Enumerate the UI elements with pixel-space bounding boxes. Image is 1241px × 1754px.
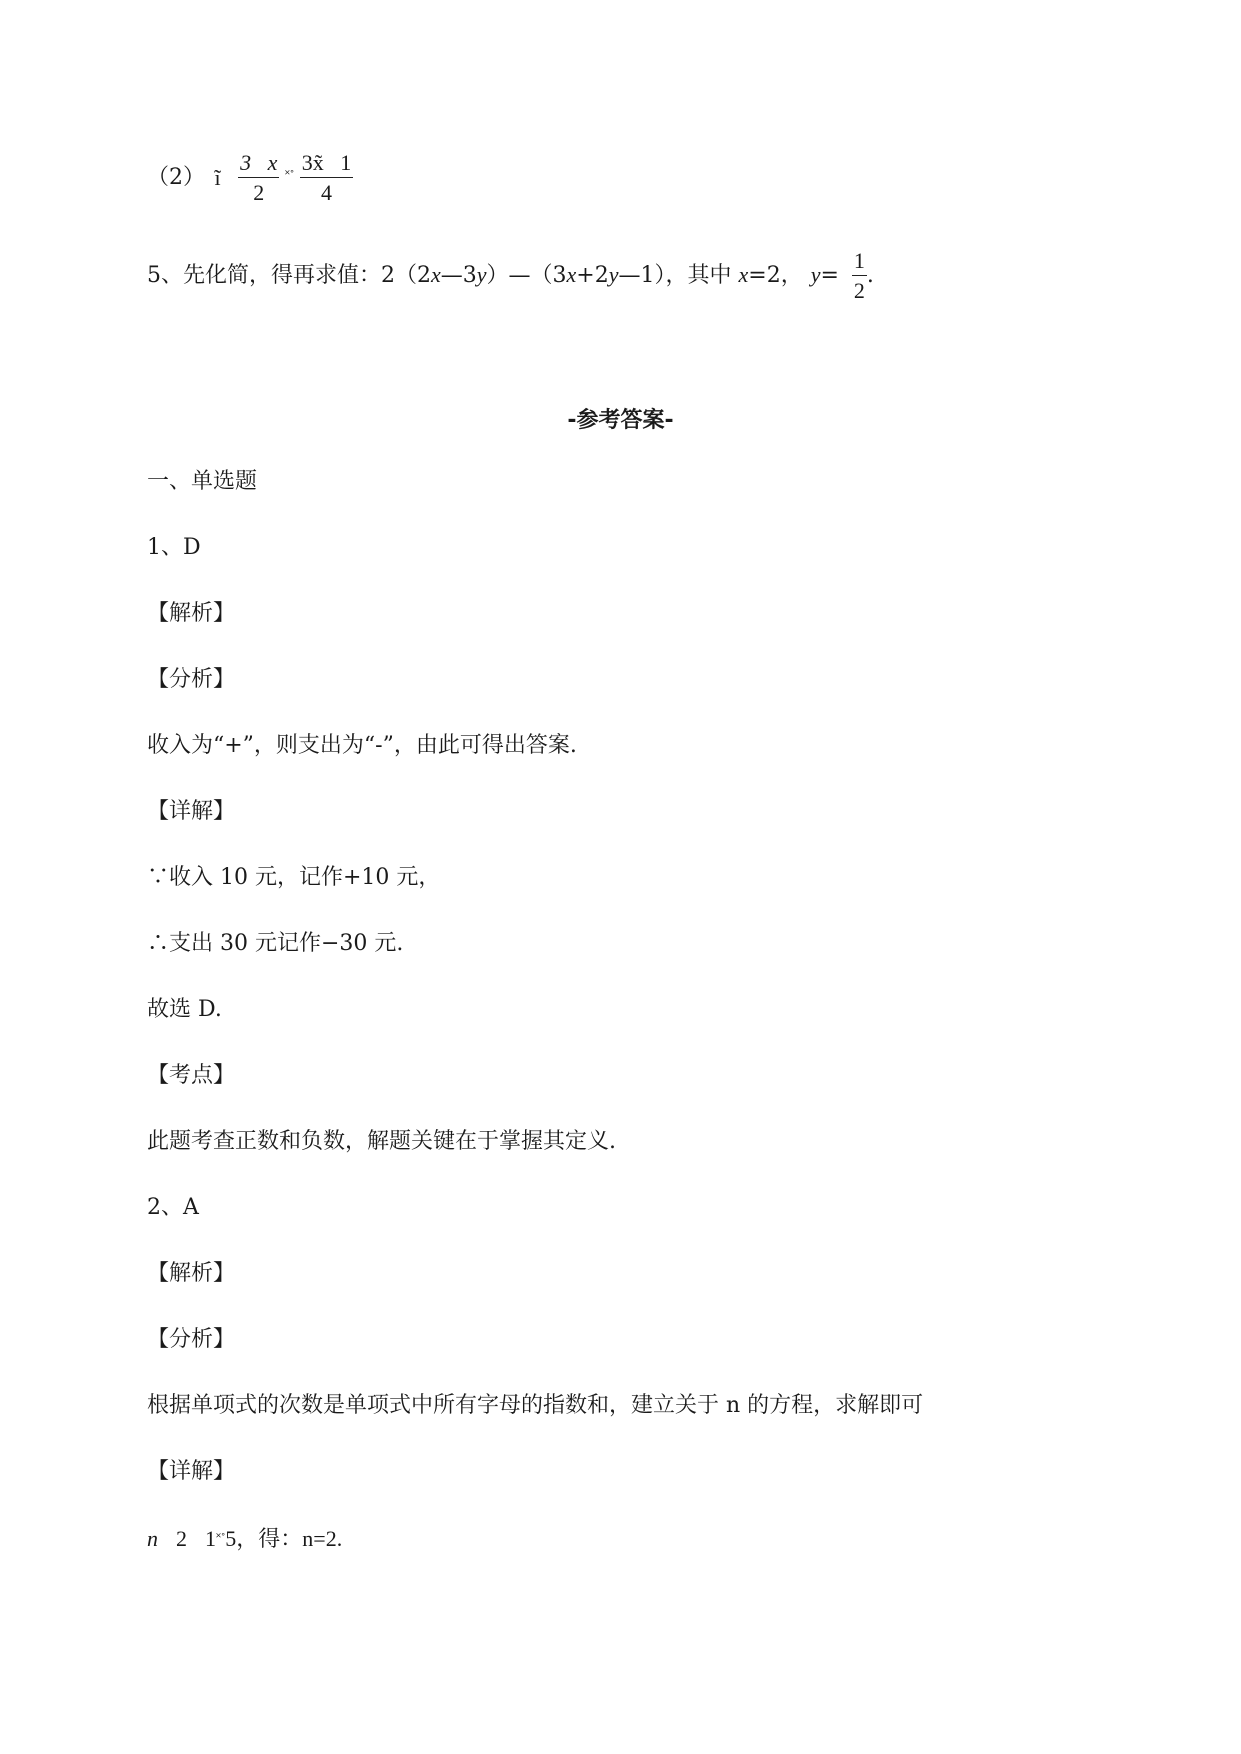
problem-2-glyph: ĩ xyxy=(214,165,221,190)
problem-5 xyxy=(147,245,874,305)
problem-2-expression xyxy=(147,150,353,210)
problem-5-text-3: ）—（3 xyxy=(486,263,567,288)
fraction-1-denominator: 2 xyxy=(253,180,265,205)
q1-number: 1、D xyxy=(147,535,201,560)
q2-eq-operator: ˟˚ xyxy=(216,1530,226,1545)
var-y: y xyxy=(608,262,619,287)
q2-xiangjie-label: 【详解】 xyxy=(147,1459,236,1484)
q2-eq-result: 5，得：n=2. xyxy=(225,1526,343,1551)
q1-detail-line-1: ∵收入 10 元，记作+10 元， xyxy=(147,865,441,890)
q2-jiexi-label: 【解析】 xyxy=(147,1261,236,1286)
problem-5-text-5: —1），其中 xyxy=(618,263,739,288)
fraction-2-numerator: 3x̃ 1 xyxy=(300,150,354,178)
fraction-half xyxy=(852,248,867,304)
q1-kaodian-label: 【考点】 xyxy=(147,1063,236,1088)
fraction-2 xyxy=(300,150,354,206)
var-x: x xyxy=(738,262,749,287)
fraction-1 xyxy=(238,150,279,206)
q2-eq-n: n xyxy=(147,1526,158,1551)
problem-2-label: （2） xyxy=(147,165,205,190)
q2-number: 2、A xyxy=(147,1195,199,1220)
problem-5-text-1: 5、先化简，得再求值：2（2 xyxy=(147,263,431,288)
fraction-half-denominator: 2 xyxy=(853,278,865,303)
fraction-1-numerator: 3 x xyxy=(238,150,279,178)
q1-detail-line-3: 故选 D. xyxy=(147,997,222,1022)
answers-title: -参考答案- xyxy=(567,408,674,433)
problem-5-text-2: —3 xyxy=(440,263,477,288)
q2-fenxi-label: 【分析】 xyxy=(147,1327,236,1352)
q2-eq-2: 2 xyxy=(176,1526,187,1551)
problem-5-text-6: =2， xyxy=(748,263,803,288)
operator-glyph: ˟˚ xyxy=(284,167,295,183)
problem-5-text-4: +2 xyxy=(576,263,609,288)
section-heading: 一、单选题 xyxy=(147,469,258,494)
problem-5-text-7: = xyxy=(820,263,846,288)
fraction-2-denominator: 4 xyxy=(320,180,332,205)
q1-fenxi-text: 收入为“+”，则支出为“-”，由此可得出答案. xyxy=(147,733,577,758)
q1-jiexi-label: 【解析】 xyxy=(147,601,236,626)
q1-xiangjie-label: 【详解】 xyxy=(147,799,236,824)
q1-detail-line-2: ∴支出 30 元记作−30 元. xyxy=(147,931,404,956)
var-y: y xyxy=(476,262,487,287)
var-y: y xyxy=(810,262,821,287)
q1-fenxi-label: 【分析】 xyxy=(147,667,236,692)
q2-equation xyxy=(147,1523,342,1554)
var-x: x xyxy=(566,262,577,287)
fraction-half-numerator: 1 xyxy=(852,248,867,276)
q2-eq-1: 1 xyxy=(205,1526,216,1551)
q2-fenxi-text: 根据单项式的次数是单项式中所有字母的指数和，建立关于 n 的方程，求解即可 xyxy=(147,1393,924,1418)
q1-kaodian-text: 此题考查正数和负数，解题关键在于掌握其定义. xyxy=(147,1129,616,1154)
problem-5-text-8: . xyxy=(866,263,874,288)
var-x: x xyxy=(431,262,441,287)
